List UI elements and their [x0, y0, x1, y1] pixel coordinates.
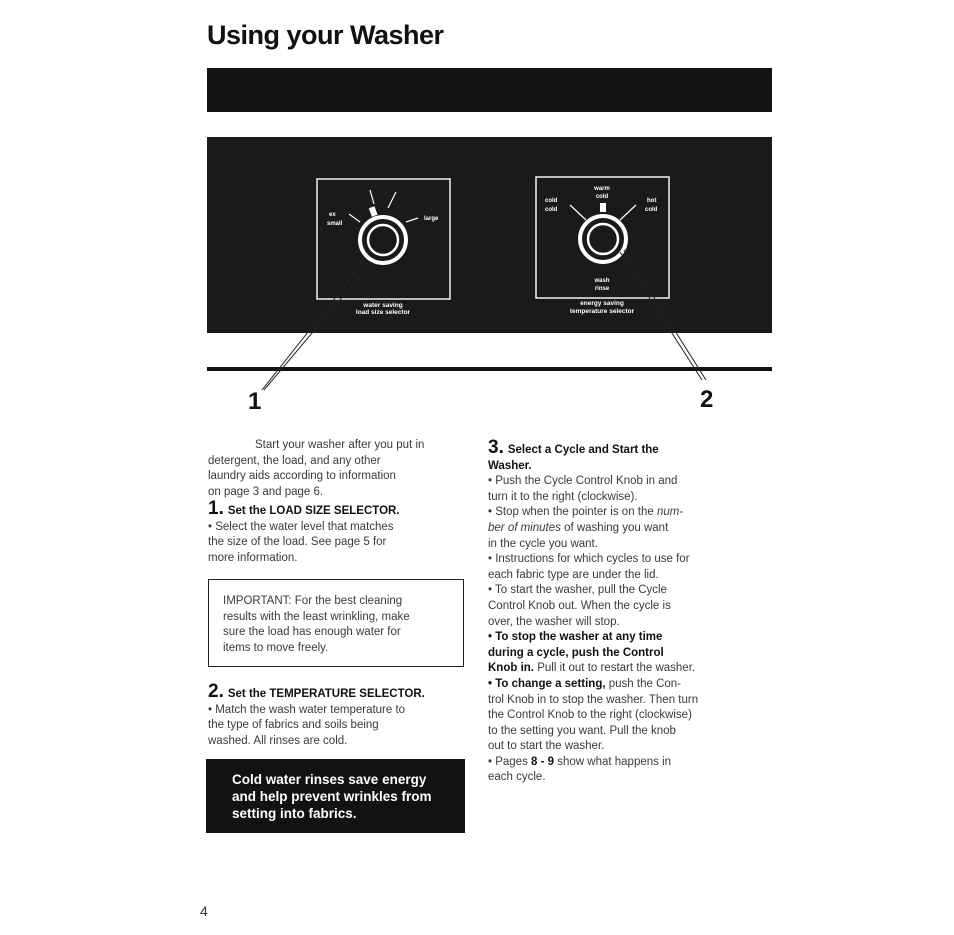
hot-label: hot — [647, 198, 657, 204]
important-box — [208, 579, 464, 667]
warm-label: warm — [594, 186, 610, 192]
ex-label: ex — [329, 212, 336, 218]
temp-caption-1: energy saving — [580, 300, 624, 307]
hot-cold-label: cold — [645, 207, 658, 213]
step-1-heading: Set the LOAD SIZE SELECTOR. — [227, 505, 400, 517]
temp-caption-2: temperature selector — [569, 308, 635, 315]
warm-cold-label: cold — [595, 194, 609, 200]
step-3: 3. Select a Cycle and Start the Washer. • Push the Cycle Control Knob in and turn it to the right (clockwise). • Stop when the pointer is on the num- ber of minutes of washing you want in the cycle you want. • Instructions for which cycles to use for each fabric type are under the lid. • To start the washer, pull the Cycle Control Knob out. When the cycle is over, the washer will stop. • To stop the washer at any time during a cycle, push the Control Knob in. Pull it out to restart the washer. • To change a setting, push the Con- trol Knob in to stop the washer. Then turn the Control Knob to the right (clockwise) to the setting you want. Pull the knob out to start the washer. • Pages 8 - 9 show what happens in each cycle. — [488, 440, 750, 786]
wash-label: wash — [594, 278, 610, 284]
step-3-heading-1: Select a Cycle and Start the — [507, 444, 659, 456]
small-label: small — [327, 221, 343, 227]
important-text: IMPORTANT: For the best cleaning results with the least wrinkling, make sure the load has enough water for items to move freely. — [223, 595, 410, 654]
page-title: Using your Washer — [207, 20, 444, 50]
temp-knob — [588, 224, 618, 254]
step-2-heading: Set the TEMPERATURE SELECTOR. — [227, 688, 425, 700]
cold-cold-label: cold — [545, 207, 558, 213]
energy-note-box: Cold water rinses save energy and help prevent wrinkles from setting into fabrics. — [206, 759, 465, 833]
step-2-number: 2. — [208, 681, 224, 702]
callout-2: 2 — [700, 386, 714, 413]
load-caption-1: water saving — [363, 302, 403, 309]
rinse-label: rinse — [594, 286, 610, 292]
step-2: 2. Set the TEMPERATURE SELECTOR. • Match the wash water temperature to the type of fabrics and soils being washed. All rinses are cold. — [208, 681, 425, 747]
page-number: 4 — [200, 903, 208, 919]
step-3-number: 3. — [488, 437, 504, 458]
step-3-heading-2: Washer. — [488, 459, 532, 472]
intro-paragraph: Start your washer after you put in detergent, the load, and any other laundry aids according to information on page 3 and page 6. — [208, 439, 425, 498]
load-caption-2: load size selector — [355, 309, 411, 316]
load-knob — [368, 225, 398, 255]
large-label: large — [424, 216, 439, 222]
step-1: 1. Set the LOAD SIZE SELECTOR. • Select the water level that matches the size of the load. See page 5 for more information. — [208, 498, 400, 564]
cold-label: cold — [545, 198, 558, 204]
step-1-number: 1. — [208, 498, 224, 519]
callout-1: 1 — [248, 388, 262, 415]
temp-knob-pointer — [600, 203, 606, 212]
callout-1-leader-a — [262, 259, 366, 390]
